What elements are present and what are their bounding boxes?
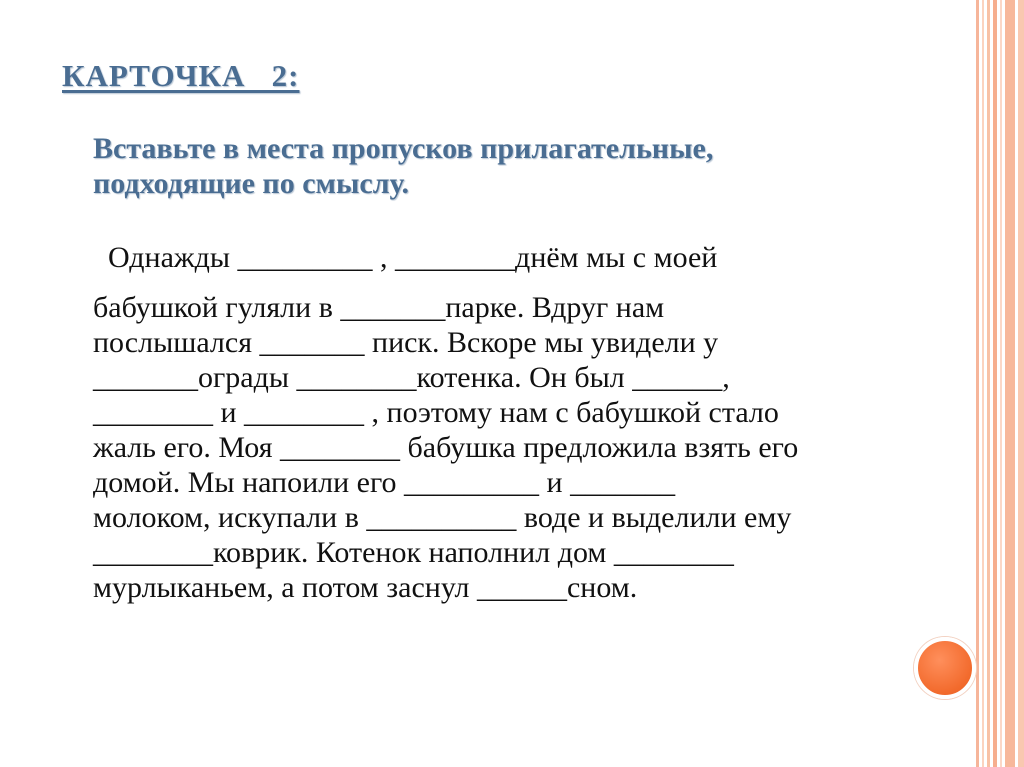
stripe	[1000, 0, 1002, 767]
decorative-stripes	[976, 0, 1024, 767]
instruction-line: Вставьте в места пропусков прилагательные,	[93, 132, 714, 165]
exercise-line: послышался _______ писк. Вскоре мы увидели у	[93, 326, 719, 359]
exercise-line: домой. Мы напоили его _________ и _______	[93, 466, 676, 499]
exercise-line: ________коврик. Котенок наполнил дом ________	[93, 536, 734, 569]
stripe	[987, 0, 990, 767]
orange-circle-decoration	[914, 637, 976, 699]
exercise-line: жаль его. Моя ________ бабушка предложила взять его	[93, 431, 799, 464]
exercise-text	[93, 240, 983, 605]
stripe	[1018, 0, 1024, 767]
exercise-line: молоком, искупали в __________ воде и выделили ему	[93, 501, 792, 534]
instruction-text	[93, 131, 963, 201]
exercise-line: _______ограды ________котенка. Он был ______,	[93, 361, 730, 394]
stripe	[993, 0, 997, 767]
stripe	[1005, 0, 1015, 767]
exercise-line: Однажды _________ , ________днём мы с моей	[93, 241, 718, 274]
instruction-line: подходящие по смыслу.	[93, 167, 410, 200]
exercise-line: мурлыканьем, а потом заснул ______сном.	[93, 571, 638, 604]
exercise-line: ________ и ________ , поэтому нам с бабушкой стало	[93, 396, 779, 429]
exercise-line: бабушкой гуляли в _______парке. Вдруг нам	[93, 291, 665, 324]
slide-title: КАРТОЧКА 2:	[62, 58, 300, 93]
